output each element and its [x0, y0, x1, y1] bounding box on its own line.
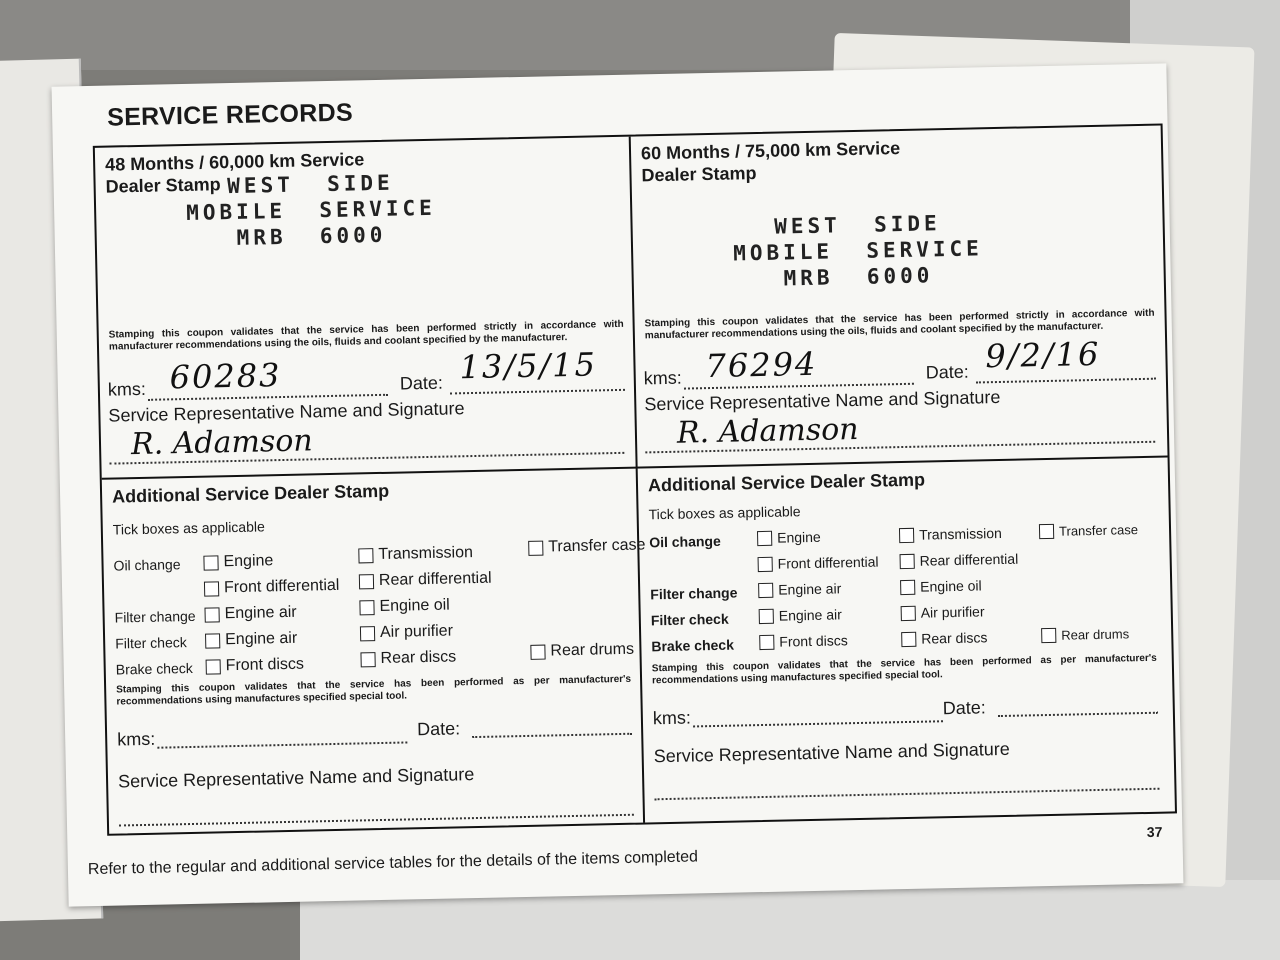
checkbox-label: Engine oil [379, 596, 450, 616]
checkbox-label: Engine [776, 528, 821, 546]
row-filter-check: Filter check [650, 610, 729, 629]
checkbox-box[interactable] [358, 548, 373, 563]
checkbox-rear-discs[interactable] [901, 629, 987, 647]
page-number: 37 [1146, 823, 1163, 840]
service-48-months [95, 137, 636, 478]
checkbox-front-discs[interactable] [206, 656, 305, 676]
checkbox-air-purifier[interactable] [360, 622, 453, 642]
rep-label: Service Representative Name and Signature [644, 386, 1001, 415]
checkbox-box[interactable] [528, 540, 543, 555]
date-label: Date: [925, 361, 969, 383]
checkbox-label: Air purifier [379, 622, 454, 642]
checkbox-box[interactable] [900, 579, 915, 594]
checkbox-engine[interactable] [757, 529, 821, 546]
checkbox-front-differential[interactable] [204, 577, 340, 598]
checkbox-box[interactable] [204, 581, 219, 596]
page-title: SERVICE RECORDS [106, 98, 354, 132]
checkbox-box[interactable] [530, 644, 545, 659]
additional-service-right [638, 457, 1177, 824]
checkbox-label: Engine [223, 552, 274, 571]
rep-label: Service Representative Name and Signature [117, 764, 475, 792]
signature-dotted-line [655, 788, 1160, 801]
kms-dotted-line [693, 720, 943, 727]
rep-label: Service Representative Name and Signature [108, 398, 465, 426]
checkbox-engine-air-change[interactable] [204, 604, 296, 624]
checkbox-label: Rear differential [378, 569, 492, 590]
checkbox-label: Rear discs [921, 629, 988, 647]
checkbox-box[interactable] [205, 633, 220, 648]
dealer-stamp: WEST SIDE MOBILE SERVICE MRB 6000 [732, 211, 984, 291]
checkbox-label: Engine air [778, 606, 842, 624]
validation-text: Stamping this coupon validates that the service has been performed as per manufacturer's recommendations using manufactures specified special tool. [116, 673, 632, 708]
checkbox-box[interactable] [757, 530, 772, 545]
checkbox-rear-discs[interactable] [360, 648, 456, 668]
date-label: Date: [399, 372, 444, 394]
checkbox-transfer-case[interactable] [1039, 522, 1138, 539]
checkbox-front-discs[interactable] [759, 632, 848, 650]
signature: R. Adamson [676, 411, 859, 451]
checkbox-label: Engine air [224, 603, 297, 623]
additional-heading: Additional Service Dealer Stamp [647, 469, 926, 496]
row-brake-check: Brake check [115, 659, 193, 678]
checkbox-engine-air-change[interactable] [758, 580, 841, 598]
kms-handwritten: 76294 [705, 344, 818, 386]
row-filter-check: Filter check [115, 634, 187, 652]
checkbox-transmission[interactable] [899, 525, 1002, 543]
tick-instruction: Tick boxes as applicable [648, 503, 801, 523]
checkbox-box[interactable] [359, 574, 374, 589]
row-oil-change: Oil change [113, 556, 181, 574]
checkbox-box[interactable] [1039, 524, 1054, 539]
signature: R. Adamson [130, 423, 314, 463]
checkbox-label: Front differential [223, 576, 340, 597]
dealer-stamp-label: Dealer Stamp [641, 163, 757, 186]
row-filter-change: Filter change [650, 584, 738, 603]
checkbox-engine-oil[interactable] [359, 597, 450, 617]
checkbox-transmission[interactable] [358, 544, 473, 564]
checkbox-label: Front discs [225, 655, 305, 675]
date-dotted-line [450, 389, 625, 395]
kms-label: kms: [107, 378, 147, 400]
checkbox-box[interactable] [203, 555, 218, 570]
validation-text: Stamping this coupon validates that the service has been performed strictly in accordance with manufacturer recommendations using the oils, fluids and coolant specified by the manufacturer. [644, 307, 1155, 342]
service-heading: 48 Months / 60,000 km Service [104, 149, 365, 175]
kms-dotted-line [157, 741, 407, 748]
kms-label: kms: [652, 707, 692, 729]
service-grid [93, 124, 1177, 836]
tick-instruction: Tick boxes as applicable [112, 518, 265, 538]
checkbox-label: Front differential [777, 553, 879, 572]
checkbox-engine-oil[interactable] [900, 577, 982, 595]
checkbox-engine-air-check[interactable] [759, 606, 842, 624]
checkbox-label: Rear drums [1061, 626, 1130, 643]
checkbox-box[interactable] [359, 600, 374, 615]
dealer-stamp-label: Dealer Stamp [105, 174, 221, 197]
kms-label: kms: [643, 367, 682, 389]
checkbox-box[interactable] [901, 605, 916, 620]
validation-text: Stamping this coupon validates that the service has been performed as per manufacturer's recommendations using manufactures specified special tool. [651, 652, 1157, 687]
checkbox-box[interactable] [759, 634, 774, 649]
row-filter-change: Filter change [114, 607, 196, 626]
checkbox-label: Rear differential [919, 550, 1019, 569]
checkbox-label: Rear drums [550, 640, 635, 660]
date-label: Date: [416, 718, 461, 740]
checkbox-transfer-case[interactable] [528, 536, 646, 556]
date-dotted-line [998, 712, 1158, 717]
checkbox-air-purifier[interactable] [901, 603, 985, 621]
checkbox-label: Transfer case [1058, 522, 1139, 539]
checkbox-box[interactable] [899, 553, 914, 568]
checkbox-label: Transmission [918, 524, 1002, 543]
checkbox-rear-differential[interactable] [359, 570, 492, 591]
validation-text: Stamping this coupon validates that the service has been performed strictly in accordance with manufacturer recommendations using the oils, fluids and coolant specified by the manufacturer. [108, 318, 624, 353]
checkbox-box[interactable] [759, 608, 774, 623]
checkbox-front-differential[interactable] [758, 554, 879, 573]
dealer-stamp: WEST SIDE MOBILE SERVICE MRB 6000 [185, 170, 437, 250]
additional-heading: Additional Service Dealer Stamp [111, 480, 390, 507]
checkbox-rear-drums[interactable] [530, 641, 634, 661]
checkbox-label: Air purifier [920, 603, 985, 621]
date-dotted-line [472, 733, 632, 738]
checkbox-label: Transfer case [548, 536, 646, 556]
checkbox-label: Front discs [779, 632, 848, 650]
date-dotted-line [976, 378, 1156, 384]
checkbox-label: Rear discs [380, 648, 457, 667]
checkbox-engine-air-check[interactable] [205, 630, 297, 650]
checkbox-rear-drums[interactable] [1041, 626, 1129, 643]
checkbox-box[interactable] [360, 626, 375, 641]
service-60-months [631, 126, 1170, 467]
checkbox-box[interactable] [758, 556, 773, 571]
row-oil-change: Oil change [649, 532, 721, 551]
kms-label: kms: [117, 728, 156, 750]
checkbox-label: Transmission [378, 544, 474, 564]
service-record-page [52, 63, 1184, 906]
checkbox-box[interactable] [758, 582, 773, 597]
checkbox-label: Engine air [224, 629, 298, 649]
date-handwritten: 9/2/16 [984, 334, 1101, 376]
footer-note: Refer to the regular and additional service tables for the details of the items completed [87, 848, 699, 879]
checkbox-box[interactable] [1041, 628, 1056, 643]
checkbox-engine[interactable] [203, 552, 273, 571]
signature-dotted-line [119, 814, 634, 827]
row-brake-check: Brake check [651, 636, 735, 655]
checkbox-label: Engine oil [920, 577, 982, 595]
kms-handwritten: 60283 [169, 356, 282, 397]
additional-service-left [102, 469, 646, 836]
checkbox-label: Engine air [778, 580, 842, 598]
date-label: Date: [942, 697, 986, 719]
rep-label: Service Representative Name and Signature [653, 738, 1011, 767]
checkbox-box[interactable] [899, 527, 914, 542]
date-handwritten: 13/5/15 [459, 345, 598, 387]
checkbox-box[interactable] [206, 659, 221, 674]
service-heading: 60 Months / 75,000 km Service [640, 138, 901, 164]
checkbox-box[interactable] [204, 607, 219, 622]
checkbox-box[interactable] [901, 631, 916, 646]
checkbox-box[interactable] [360, 652, 375, 667]
checkbox-rear-differential[interactable] [899, 551, 1018, 569]
